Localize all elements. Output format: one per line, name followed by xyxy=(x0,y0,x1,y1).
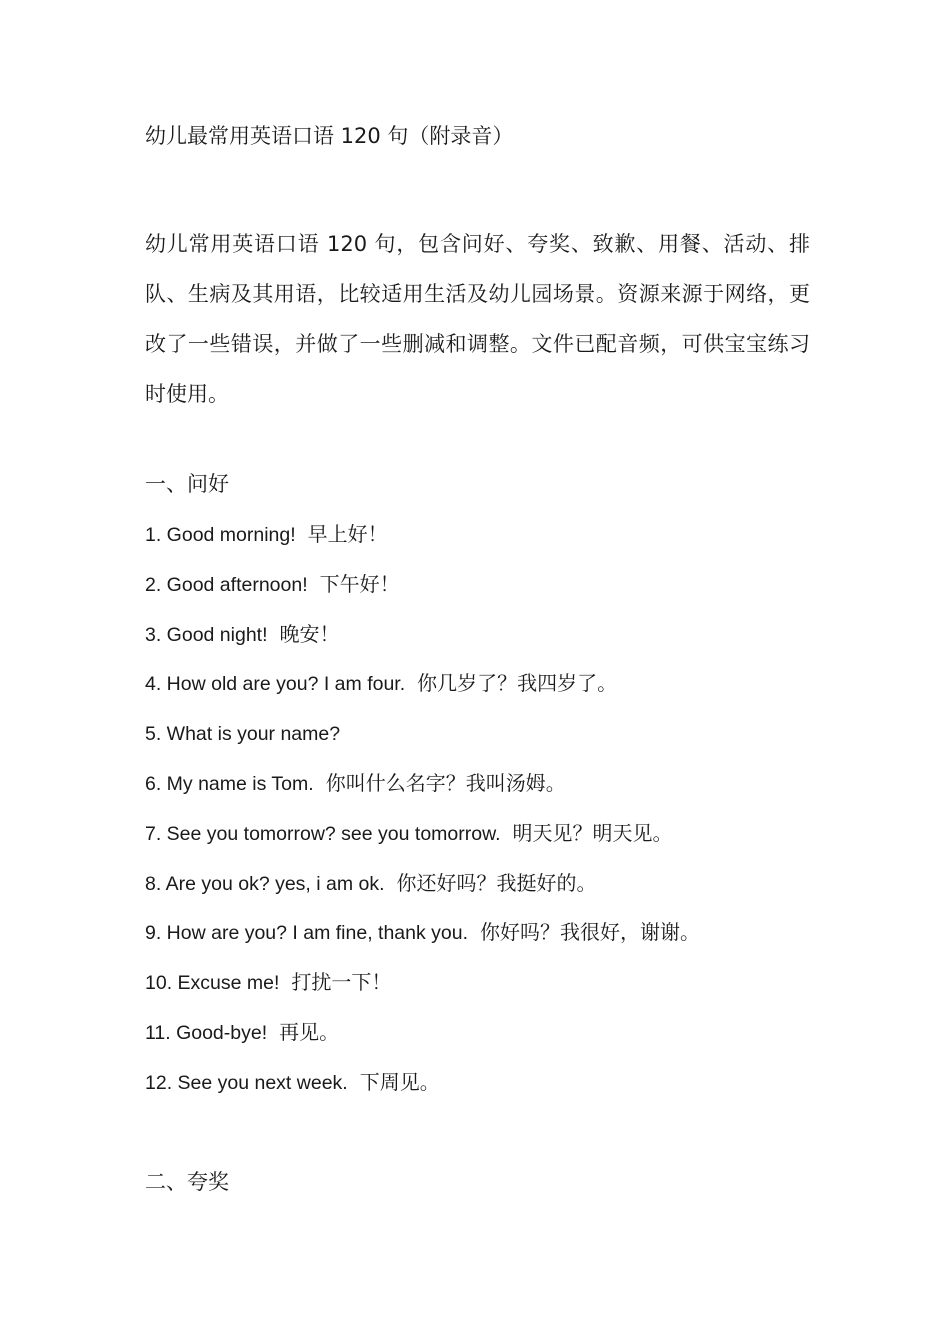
phrase-chinese: 你还好吗？我挺好的。 xyxy=(396,870,597,895)
phrase-chinese: 早上好！ xyxy=(307,522,388,546)
phrase-english: 6. My name is Tom. xyxy=(145,772,314,795)
section-heading-greetings: 一、问好 xyxy=(145,472,229,496)
phrase-chinese: 你好吗？我很好，谢谢。 xyxy=(480,920,701,945)
phrase-english: 7. See you tomorrow? see you tomorrow. xyxy=(145,822,501,845)
phrase-english: 1. Good morning! xyxy=(145,524,296,546)
phrase-chinese: 你几岁了？我四岁了。 xyxy=(417,671,618,696)
phrase-chinese: 你叫什么名字？我叫汤姆。 xyxy=(325,770,566,795)
phrase-english: 12. See you next week. xyxy=(145,1071,348,1094)
list-item xyxy=(145,868,700,918)
intro-paragraph: 幼儿常用英语口语 120 句，包含问好、夸奖、致歉、用餐、活动、排队、生病及其用语，比较适用生活及幼儿园场景。资源来源于网络，更改了一些错误，并做了一些删减和调整。文件已配音频，可供宝宝练习时使用。 xyxy=(145,232,810,406)
phrase-english: 10. Excuse me! xyxy=(145,972,280,995)
phrase-english: 8. Are you ok? yes, i am ok. xyxy=(145,872,385,895)
phrase-english: 5. What is your name? xyxy=(145,723,341,746)
list-item xyxy=(145,917,700,967)
phrase-english: 3. Good night! xyxy=(145,623,268,646)
phrase-english: 9. How are you? I am fine, thank you. xyxy=(145,922,469,945)
phrase-chinese: 晚安！ xyxy=(279,621,340,646)
list-item xyxy=(145,1067,700,1117)
list-item xyxy=(145,1017,700,1067)
phrase-chinese: 下周见。 xyxy=(359,1069,440,1094)
phrase-chinese: 再见。 xyxy=(279,1019,340,1044)
document-title: 幼儿最常用英语口语 120 句（附录音） xyxy=(145,124,514,148)
phrase-list xyxy=(145,519,700,1117)
list-item xyxy=(145,768,700,818)
list-item xyxy=(145,967,700,1017)
section-heading-praise: 二、夸奖 xyxy=(145,1170,229,1194)
phrase-chinese: 打扰一下！ xyxy=(291,970,392,995)
list-item xyxy=(145,668,700,718)
phrase-english: 11. Good-bye! xyxy=(145,1021,268,1044)
phrase-english: 4. How old are you? I am four. xyxy=(145,673,406,696)
list-item xyxy=(145,619,700,669)
list-item xyxy=(145,569,700,619)
phrase-chinese: 明天见？明天见。 xyxy=(512,820,673,845)
phrase-english: 2. Good afternoon! xyxy=(145,573,308,596)
list-item xyxy=(145,818,700,868)
list-item xyxy=(145,718,700,768)
list-item xyxy=(145,519,700,569)
phrase-chinese: 下午好！ xyxy=(319,571,400,596)
